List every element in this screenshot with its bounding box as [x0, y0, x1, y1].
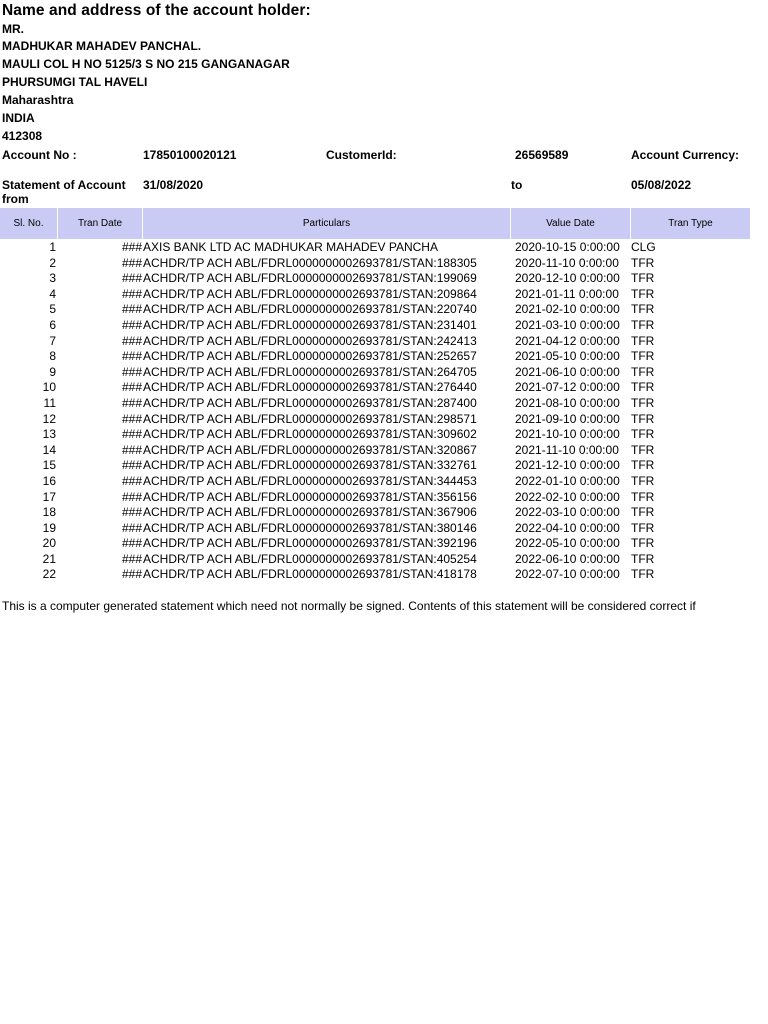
table-row: [0, 349, 768, 365]
particulars-cell: AXIS BANK LTD AC MADHUKAR MAHADEV PANCHA: [143, 240, 438, 254]
value-date-cell: 2022-03-10 0:00:00: [515, 505, 620, 520]
particulars-cell: ACHDR/TP ACH ABL/FDRL0000000002693781/STAN:405254: [143, 551, 477, 566]
tran-date-cell: ###: [121, 536, 142, 551]
particulars-cell: ACHDR/TP ACH ABL/FDRL0000000002693781/STAN:276440: [143, 380, 477, 395]
tran-type-cell: TFR: [631, 317, 655, 332]
table-row: [0, 396, 768, 412]
value-date-cell: 2022-02-10 0:00:00: [515, 489, 620, 504]
tran-type-cell: TFR: [631, 411, 655, 426]
sl-no-cell: 19: [42, 520, 56, 535]
sl-no-cell: 13: [42, 427, 56, 442]
tran-type-cell: TFR: [631, 395, 655, 410]
sl-no-cell: 8: [49, 349, 56, 364]
sl-no-cell: 17: [42, 489, 56, 504]
tran-date-cell: ###: [121, 473, 142, 488]
sl-no-cell: 6: [49, 317, 56, 332]
tran-type-cell: TFR: [631, 286, 655, 301]
address-pincode: 412308: [2, 129, 43, 143]
table-row: [0, 271, 768, 287]
table-row: [0, 287, 768, 303]
tran-date-cell: ###: [121, 551, 142, 566]
value-date-cell: 2022-01-10 0:00:00: [515, 473, 620, 488]
table-row: [0, 334, 768, 350]
table-row: [0, 567, 768, 583]
statement-to-label: to: [511, 178, 523, 192]
table-row: [0, 552, 768, 568]
tran-date-cell: ###: [121, 333, 142, 348]
statement-from-date: 31/08/2020: [143, 178, 204, 192]
sl-no-cell: 11: [43, 395, 56, 410]
tran-date-cell: ###: [121, 505, 142, 520]
tran-date-cell: ###: [121, 240, 142, 254]
tran-type-cell: CLG: [631, 240, 656, 254]
particulars-cell: ACHDR/TP ACH ABL/FDRL0000000002693781/STAN:367906: [143, 505, 477, 520]
particulars-cell: ACHDR/TP ACH ABL/FDRL0000000002693781/STAN:332761: [143, 458, 477, 473]
value-date-cell: 2020-10-15 0:00:00: [515, 240, 620, 254]
statement-period-label: Statement of Account from: [2, 178, 126, 206]
tran-type-cell: TFR: [631, 505, 655, 520]
footer-disclaimer: This is a computer generated statement which need not normally be signed. Contents of this statement will be considered correct if: [2, 599, 696, 613]
value-date-cell: 2022-05-10 0:00:00: [515, 536, 620, 551]
table-row: [0, 302, 768, 318]
column-header-particulars: Particulars: [143, 208, 511, 239]
value-date-cell: 2022-06-10 0:00:00: [515, 551, 620, 566]
particulars-cell: ACHDR/TP ACH ABL/FDRL0000000002693781/STAN:231401: [143, 317, 477, 332]
particulars-cell: ACHDR/TP ACH ABL/FDRL0000000002693781/STAN:356156: [143, 489, 477, 504]
value-date-cell: 2021-05-10 0:00:00: [515, 349, 620, 364]
account-no-value: 17850100020121: [143, 148, 237, 162]
section-title: Name and address of the account holder:: [2, 2, 311, 19]
tran-type-cell: TFR: [631, 567, 655, 582]
address-state: Maharashtra: [2, 93, 74, 107]
table-row: [0, 256, 768, 272]
tran-date-cell: ###: [121, 567, 142, 582]
value-date-cell: 2021-01-11 0:00:00: [515, 286, 619, 301]
table-row: [0, 505, 768, 521]
address-name: MADHUKAR MAHADEV PANCHAL.: [2, 39, 202, 53]
value-date-cell: 2021-10-10 0:00:00: [515, 427, 620, 442]
tran-date-cell: ###: [121, 458, 142, 473]
tran-date-cell: ###: [121, 489, 142, 504]
table-row: [0, 318, 768, 334]
tran-date-cell: ###: [121, 349, 142, 364]
sl-no-cell: 1: [49, 240, 56, 254]
table-row: [0, 474, 768, 490]
column-header-tran-type: Tran Type: [668, 218, 713, 229]
tran-type-cell: TFR: [631, 458, 655, 473]
value-date-cell: 2021-08-10 0:00:00: [515, 395, 620, 410]
column-header-sl-no: Sl. No.: [0, 208, 58, 239]
tran-date-cell: ###: [121, 442, 142, 457]
particulars-cell: ACHDR/TP ACH ABL/FDRL0000000002693781/STAN:380146: [143, 520, 477, 535]
tran-type-cell: TFR: [631, 302, 655, 317]
address-street: MAULI COL H NO 5125/3 S NO 215 GANGANAGAR: [2, 57, 290, 71]
customer-id-value: 26569589: [515, 148, 569, 162]
value-date-cell: 2021-06-10 0:00:00: [515, 364, 620, 379]
tran-type-cell: TFR: [631, 364, 655, 379]
tran-type-cell: TFR: [631, 536, 655, 551]
value-date-cell: 2022-04-10 0:00:00: [515, 520, 620, 535]
address-salutation: MR.: [2, 22, 24, 36]
tran-date-cell: ###: [121, 302, 142, 317]
value-date-cell: 2020-12-10 0:00:00: [515, 271, 620, 286]
particulars-cell: ACHDR/TP ACH ABL/FDRL0000000002693781/STAN:344453: [143, 473, 477, 488]
value-date-cell: 2021-03-10 0:00:00: [515, 317, 620, 332]
sl-no-cell: 12: [42, 411, 56, 426]
table-header: [0, 208, 750, 239]
sl-no-cell: 14: [42, 442, 56, 457]
address-country: INDIA: [2, 111, 35, 125]
tran-type-cell: TFR: [631, 427, 655, 442]
table-row: [0, 536, 768, 552]
tran-type-cell: TFR: [631, 473, 655, 488]
sl-no-cell: 5: [49, 302, 56, 317]
particulars-cell: ACHDR/TP ACH ABL/FDRL0000000002693781/STAN:199069: [143, 271, 477, 286]
tran-type-cell: TFR: [631, 255, 655, 270]
particulars-cell: ACHDR/TP ACH ABL/FDRL0000000002693781/STAN:209864: [143, 286, 477, 301]
column-header-value-date: Value Date: [511, 208, 631, 239]
value-date-cell: 2021-09-10 0:00:00: [515, 411, 620, 426]
particulars-cell: ACHDR/TP ACH ABL/FDRL0000000002693781/STAN:242413: [143, 333, 477, 348]
particulars-cell: ACHDR/TP ACH ABL/FDRL0000000002693781/STAN:320867: [143, 442, 477, 457]
tran-date-cell: ###: [121, 411, 142, 426]
table-row: [0, 365, 768, 381]
tran-date-cell: ###: [121, 364, 142, 379]
tran-date-cell: ###: [121, 395, 142, 410]
sl-no-cell: 20: [42, 536, 56, 551]
particulars-cell: ACHDR/TP ACH ABL/FDRL0000000002693781/STAN:298571: [143, 411, 477, 426]
particulars-cell: ACHDR/TP ACH ABL/FDRL0000000002693781/STAN:287400: [143, 395, 477, 410]
tran-date-cell: ###: [121, 286, 142, 301]
column-header-tran-date: Tran Date: [58, 208, 143, 239]
sl-no-cell: 7: [49, 333, 56, 348]
tran-type-cell: TFR: [631, 380, 655, 395]
tran-type-cell: TFR: [631, 551, 655, 566]
sl-no-cell: 22: [42, 567, 56, 582]
table-row: [0, 443, 768, 459]
particulars-cell: ACHDR/TP ACH ABL/FDRL0000000002693781/STAN:309602: [143, 427, 477, 442]
particulars-cell: ACHDR/TP ACH ABL/FDRL0000000002693781/STAN:188305: [143, 255, 477, 270]
sl-no-cell: 3: [49, 271, 56, 286]
tran-date-cell: ###: [121, 317, 142, 332]
account-no-label: Account No :: [2, 148, 77, 162]
customer-id-label: CustomerId:: [326, 148, 397, 162]
tran-date-cell: ###: [121, 380, 142, 395]
value-date-cell: 2021-11-10 0:00:00: [515, 442, 619, 457]
table-row: [0, 412, 768, 428]
account-currency-label: Account Currency:: [631, 148, 740, 162]
value-date-cell: 2021-07-12 0:00:00: [515, 380, 620, 395]
tran-type-cell: TFR: [631, 442, 655, 457]
value-date-cell: 2020-11-10 0:00:00: [515, 255, 619, 270]
sl-no-cell: 21: [42, 551, 56, 566]
sl-no-cell: 2: [49, 255, 56, 270]
table-row: [0, 521, 768, 537]
tran-date-cell: ###: [121, 427, 142, 442]
sl-no-cell: 15: [42, 458, 56, 473]
transaction-table-body: [0, 240, 768, 583]
particulars-cell: ACHDR/TP ACH ABL/FDRL0000000002693781/STAN:418178: [143, 567, 477, 582]
tran-type-cell: TFR: [631, 271, 655, 286]
tran-type-cell: TFR: [631, 489, 655, 504]
statement-to-date: 05/08/2022: [631, 178, 692, 192]
table-row: [0, 380, 768, 396]
sl-no-cell: 10: [42, 380, 56, 395]
particulars-cell: ACHDR/TP ACH ABL/FDRL0000000002693781/STAN:252657: [143, 349, 477, 364]
tran-date-cell: ###: [121, 255, 142, 270]
tran-date-cell: ###: [121, 271, 142, 286]
table-row: [0, 240, 768, 256]
table-row: [0, 458, 768, 474]
sl-no-cell: 4: [49, 286, 56, 301]
table-row: [0, 427, 768, 443]
value-date-cell: 2021-12-10 0:00:00: [515, 458, 620, 473]
tran-type-cell: TFR: [631, 349, 655, 364]
sl-no-cell: 9: [49, 364, 56, 379]
particulars-cell: ACHDR/TP ACH ABL/FDRL0000000002693781/STAN:392196: [143, 536, 477, 551]
value-date-cell: 2021-02-10 0:00:00: [515, 302, 620, 317]
table-row: [0, 490, 768, 506]
sl-no-cell: 16: [42, 473, 56, 488]
sl-no-cell: 18: [42, 505, 56, 520]
tran-date-cell: ###: [121, 520, 142, 535]
tran-type-cell: TFR: [631, 520, 655, 535]
particulars-cell: ACHDR/TP ACH ABL/FDRL0000000002693781/STAN:264705: [143, 364, 477, 379]
tran-type-cell: TFR: [631, 333, 655, 348]
address-locality: PHURSUMGI TAL HAVELI: [2, 75, 148, 89]
value-date-cell: 2022-07-10 0:00:00: [515, 567, 620, 582]
particulars-cell: ACHDR/TP ACH ABL/FDRL0000000002693781/STAN:220740: [143, 302, 477, 317]
value-date-cell: 2021-04-12 0:00:00: [515, 333, 620, 348]
